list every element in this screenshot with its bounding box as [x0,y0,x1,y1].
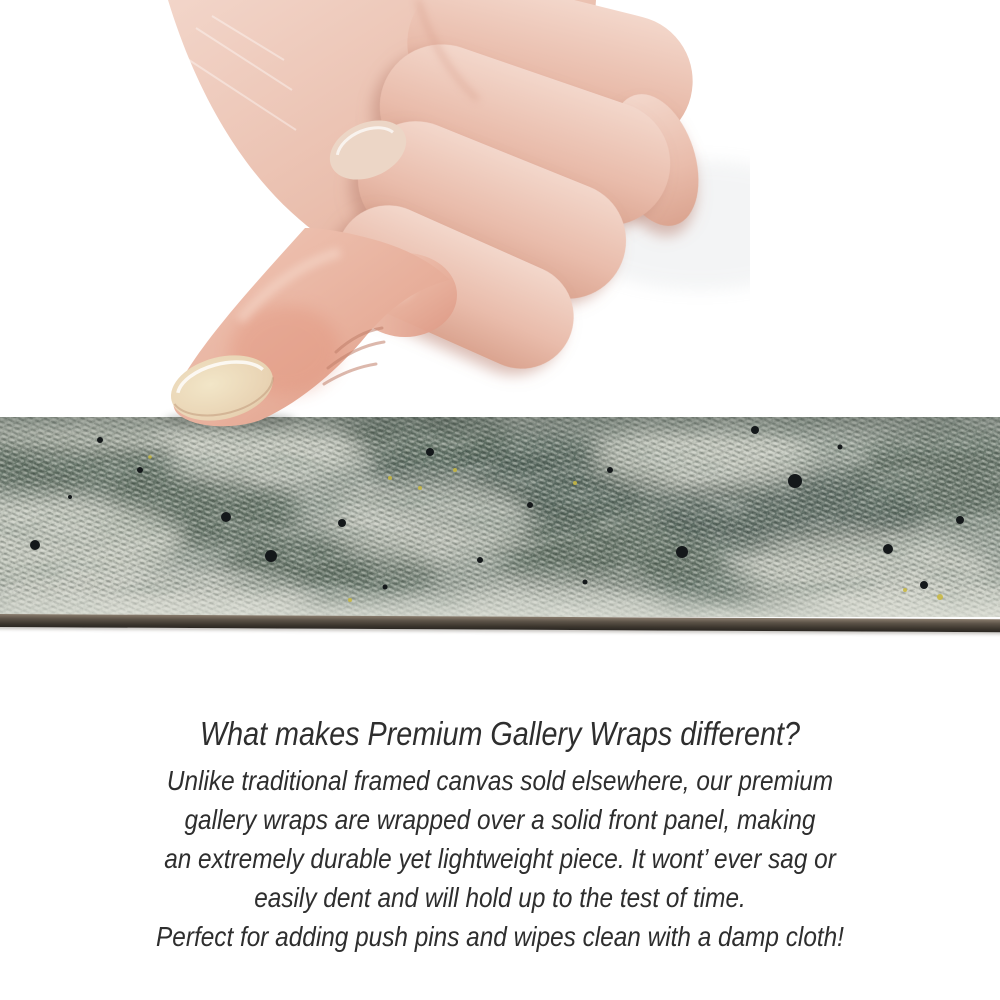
info-line: Perfect for adding push pins and wipes clean with a damp cloth! [156,921,844,952]
info-line: easily dent and will hold up to the test of time. [254,882,746,913]
hand-photo [100,0,750,432]
canvas-strip [0,417,1000,633]
info-line: an extremely durable yet lightweight piece. It wont’ ever sag or [164,843,836,874]
canvas-texture [0,417,1000,617]
info-heading: What makes Premium Gallery Wraps different? [200,715,800,752]
info-section [0,712,1000,956]
info-line: gallery wraps are wrapped over a solid front panel, making [184,804,816,835]
info-line: Unlike traditional framed canvas sold elsewhere, our premium [166,765,834,796]
